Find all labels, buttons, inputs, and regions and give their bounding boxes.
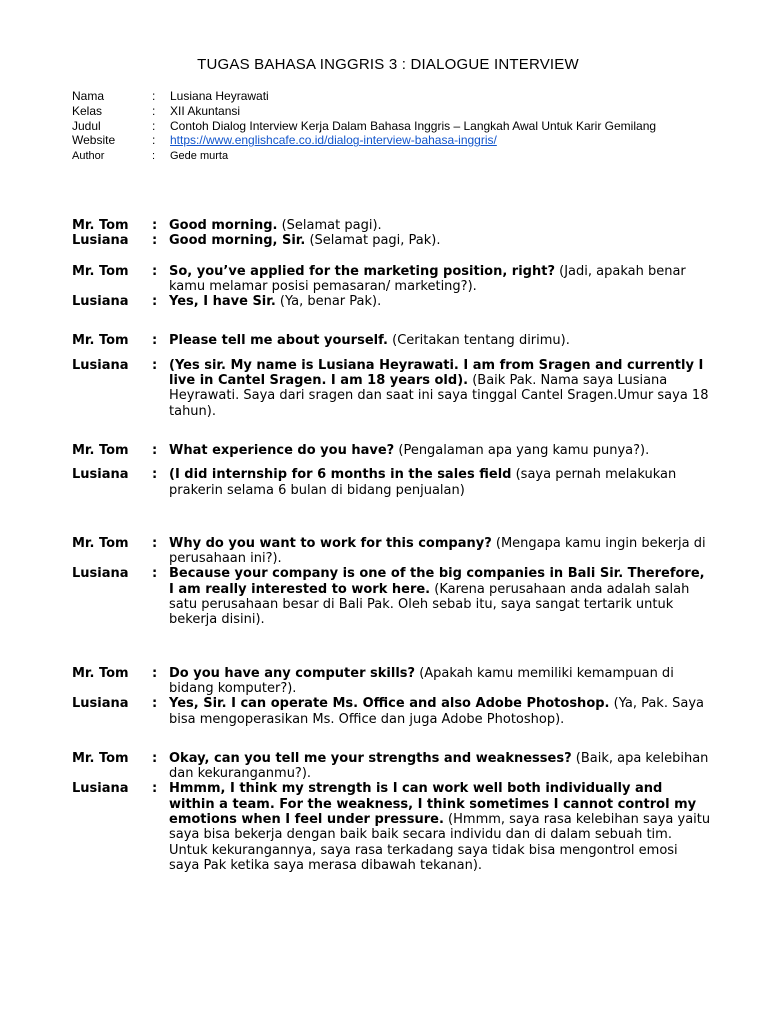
dialogue-turn (72, 333, 712, 348)
dialogue-block (72, 218, 712, 873)
speaker-name: Mr. Tom (72, 333, 129, 349)
meta-value-website (170, 133, 712, 148)
speaker-name: Mr. Tom (72, 750, 129, 766)
dialogue-turn (72, 696, 712, 727)
meta-label-author: Author (72, 150, 105, 163)
speaker-name: Lusiana (72, 294, 129, 310)
dialogue-turn (72, 536, 712, 567)
meta-row-website (72, 133, 712, 148)
speaker-colon: : (152, 781, 158, 797)
dialogue-turn (72, 467, 712, 498)
meta-label-judul: Judul (72, 118, 101, 133)
translation-text: (Hmmm, saya rasa kelebihan saya yaitu saya bisa bekerja dengan baik baik secara individu dan di dalam sebuah tim. Untuk kekurangannya, saya rasa terkadang saya tidak bisa mengontrol emosi saya Pak ketika saya merasa dibawah tekanan). (169, 812, 711, 873)
speaker-name: Lusiana (72, 781, 129, 797)
translation-text: (Karena perusahaan anda adalah salah satu perusahaan besar di Bali Pak. Oleh sebab itu, saya sangat tertarik untuk bekerja disini). (169, 581, 690, 628)
meta-colon: : (152, 118, 156, 133)
english-text: Good morning, Sir. (169, 233, 306, 249)
meta-row-kelas (72, 104, 712, 119)
meta-colon: : (152, 103, 156, 118)
dialogue-line (169, 666, 712, 697)
speaker-colon: : (152, 233, 158, 249)
meta-row-author (72, 149, 712, 164)
speaker-name: Lusiana (72, 566, 129, 582)
speaker-name: Mr. Tom (72, 442, 129, 458)
english-text: (I did internship for 6 months in the sales field (169, 467, 512, 483)
translation-text: (Ya, Pak. Saya bisa mengoperasikan Ms. Office dan juga Adobe Photoshop). (169, 696, 704, 727)
dialogue-turn (72, 781, 712, 873)
dialogue-line (169, 443, 712, 458)
speaker-name: Mr. Tom (72, 263, 129, 279)
metadata-block (72, 89, 712, 164)
english-text: Good morning. (169, 218, 278, 233)
speaker-name: Lusiana (72, 696, 129, 712)
dialogue-turn (72, 358, 712, 419)
meta-value-judul: Contoh Dialog Interview Kerja Dalam Bahasa Inggris – Langkah Awal Untuk Karir Gemilang (170, 118, 657, 133)
english-text: So, you’ve applied for the marketing position, right? (169, 263, 555, 279)
translation-text: (saya pernah melakukan prakerin selama 6 bulan di bidang penjualan) (169, 467, 677, 498)
translation-text: (Mengapa kamu ingin bekerja di perusahaan ini?). (169, 535, 706, 567)
dialogue-line (169, 751, 712, 782)
speaker-colon: : (152, 750, 158, 766)
english-text: Why do you want to work for this company? (169, 535, 492, 551)
english-text: What experience do you have? (169, 442, 395, 458)
dialogue-line (169, 233, 712, 248)
dialogue-line (169, 536, 712, 567)
dialogue-line (169, 218, 712, 233)
speaker-colon: : (152, 263, 158, 279)
dialogue-turn (72, 233, 712, 248)
english-text: Please tell me about yourself. (169, 333, 388, 349)
speaker-colon: : (152, 357, 158, 373)
translation-text: (Pengalaman apa yang kamu punya?). (394, 442, 650, 458)
dialogue-turn (72, 751, 712, 782)
speaker-colon: : (152, 333, 158, 349)
dialogue-turn (72, 264, 712, 295)
meta-row-nama (72, 89, 712, 104)
meta-value-nama: Lusiana Heyrawati (170, 89, 269, 103)
speaker-colon: : (152, 467, 158, 483)
english-text: Because your company is one of the big companies in Bali Sir. Therefore, I am really interested to work here. (169, 566, 705, 597)
dialogue-line (169, 294, 712, 309)
translation-text: (Selamat pagi, Pak). (305, 233, 441, 249)
speaker-colon: : (152, 294, 158, 310)
speaker-name: Mr. Tom (72, 665, 129, 681)
meta-label-website: Website (72, 133, 116, 148)
meta-value-kelas: XII Akuntansi (170, 103, 241, 118)
meta-colon: : (152, 89, 156, 103)
translation-text: (Ya, benar Pak). (275, 294, 382, 310)
speaker-name: Mr. Tom (72, 535, 129, 551)
meta-row-judul (72, 119, 712, 134)
meta-label-kelas: Kelas (72, 103, 103, 118)
english-text: Yes, I have Sir. (169, 294, 276, 310)
speaker-colon: : (152, 442, 158, 458)
meta-colon: : (152, 150, 156, 163)
dialogue-turn (72, 566, 712, 627)
translation-text: (Baik Pak. Nama saya Lusiana Heyrawati. Saya dari sragen dan saat ini saya tinggal Cantel Sragen.Umur saya 18 tahun). (169, 373, 709, 419)
speaker-name: Lusiana (72, 467, 129, 483)
dialogue-line (169, 781, 712, 873)
speaker-colon: : (152, 535, 158, 551)
dialogue-turn (72, 666, 712, 697)
speaker-name: Lusiana (72, 233, 129, 249)
meta-value-author: Gede murta (170, 150, 229, 163)
english-text: Do you have any computer skills? (169, 665, 416, 681)
dialogue-turn (72, 443, 712, 458)
document-title: TUGAS BAHASA INGGRIS 3 : DIALOGUE INTERVIEW (197, 56, 579, 73)
english-text: Hmmm, I think my strength is I can work well both individually and within a team. For the weakness, I think sometimes I cannot control my emotions when I feel under pressure. (169, 781, 697, 828)
meta-label-nama: Nama (72, 89, 105, 103)
website-link[interactable]: https://www.englishcafe.co.id/dialog-interview-bahasa-inggris/ (170, 133, 497, 148)
english-text: Okay, can you tell me your strengths and weaknesses? (169, 750, 572, 766)
english-text: Yes, Sir. I can operate Ms. Office and also Adobe Photoshop. (169, 696, 610, 712)
dialogue-line (169, 264, 712, 295)
translation-text: (Jadi, apakah benar kamu melamar posisi pemasaran/ marketing?). (169, 263, 686, 294)
dialogue-line (169, 467, 712, 498)
translation-text: (Apakah kamu memiliki kemampuan di bidang komputer?). (169, 665, 674, 696)
translation-text: (Baik, apa kelebihan dan kekuranganmu?). (169, 750, 709, 782)
dialogue-line (169, 566, 712, 627)
speaker-colon: : (152, 566, 158, 582)
dialogue-line (169, 358, 712, 419)
speaker-colon: : (152, 218, 158, 233)
speaker-colon: : (152, 665, 158, 681)
english-text: (Yes sir. My name is Lusiana Heyrawati. I am from Sragen and currently I live in Cantel Sragen. I am 18 years old). (169, 357, 704, 389)
speaker-name: Mr. Tom (72, 218, 129, 233)
dialogue-line (169, 696, 712, 727)
speaker-name: Lusiana (72, 357, 129, 373)
translation-text: (Ceritakan tentang dirimu). (387, 333, 570, 349)
dialogue-turn (72, 218, 712, 233)
dialogue-line (169, 333, 712, 348)
translation-text: (Selamat pagi). (277, 218, 382, 233)
meta-colon: : (152, 133, 156, 148)
speaker-colon: : (152, 696, 158, 712)
dialogue-turn (72, 294, 712, 309)
